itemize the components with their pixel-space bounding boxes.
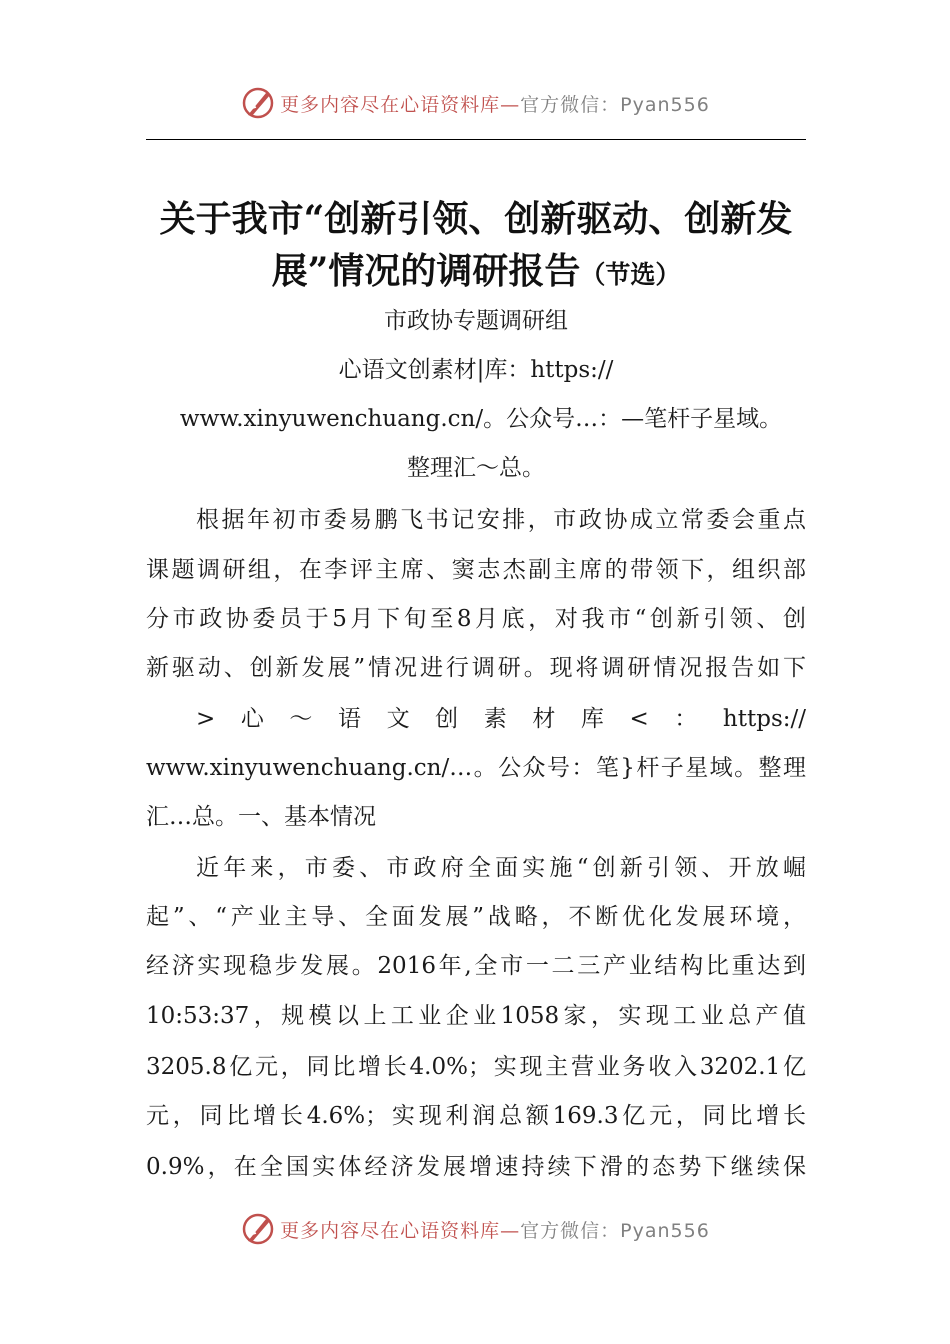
banner-text: 更多内容尽在心语资料库— [280,1219,521,1242]
paragraph-1-line: 汇…总。一、基本情况 [146,804,376,830]
paragraph-1-line: >心～语文创素材库<：https:// [196,706,806,732]
banner-text: 更多内容尽在心语资料库— [280,93,521,116]
header-divider [146,139,806,140]
quill-logo-icon [240,85,276,121]
paragraph-2-line: 3205.8亿元，同比增长4.0%；实现主营业务收入3202.1亿 [146,1054,806,1080]
header-banner [0,83,950,123]
title-line-2: 展”情况的调研报告（节选） [271,250,681,292]
paragraph-2-line: 经济实现稳步发展。2016年,全市一二三产业结构比重达到 [146,953,806,979]
paragraph-2-line: 0.9%，在全国实体经济发展增速持续下滑的态势下继续保 [146,1154,806,1180]
paragraph-2-line: 元，同比增长4.6%；实现利润总额169.3亿元，同比增长 [146,1103,806,1129]
footer-banner [0,1209,950,1249]
paragraph-1-line: 分市政协委员于5月下旬至8月底，对我市“创新引领、创 [146,606,806,632]
source-line-2: www.xinyuwenchuang.cn/。公众号…：—笔杆子星域。 [179,406,783,432]
paragraph-2-line: 10:53:37，规模以上工业企业1058家，实现工业总产值 [146,1003,806,1029]
banner-contact: 官方微信：Pyan556 [520,93,710,116]
paragraph-1-line: 根据年初市委易鹏飞书记安排，市政协成立常委会重点 [196,507,806,533]
title-line-1: 关于我市“创新引领、创新驱动、创新发 [159,198,793,240]
paragraph-1-line: www.xinyuwenchuang.cn/…。公众号：笔}杆子星域。整理 [146,755,806,781]
source-line-1: 心语文创素材|库：https:// [338,357,614,383]
title-suffix: （节选） [580,260,681,289]
banner-contact: 官方微信：Pyan556 [520,1219,710,1242]
source-line-3: 整理汇～总。 [407,455,545,481]
paragraph-2-line: 起”、“产业主导、全面发展”战略，不断优化发展环境， [146,904,806,930]
paragraph-2-line: 近年来，市委、市政府全面实施“创新引领、开放崛 [196,855,806,881]
author-line: 市政协专题调研组 [384,308,568,334]
document-title [140,193,812,301]
quill-logo-icon [240,1211,276,1247]
paragraph-1-line: 新驱动、创新发展”情况进行调研。现将调研情况报告如下 [146,655,806,681]
paragraph-1-line: 课题调研组，在李评主席、窦志杰副主席的带领下，组织部 [146,557,806,583]
